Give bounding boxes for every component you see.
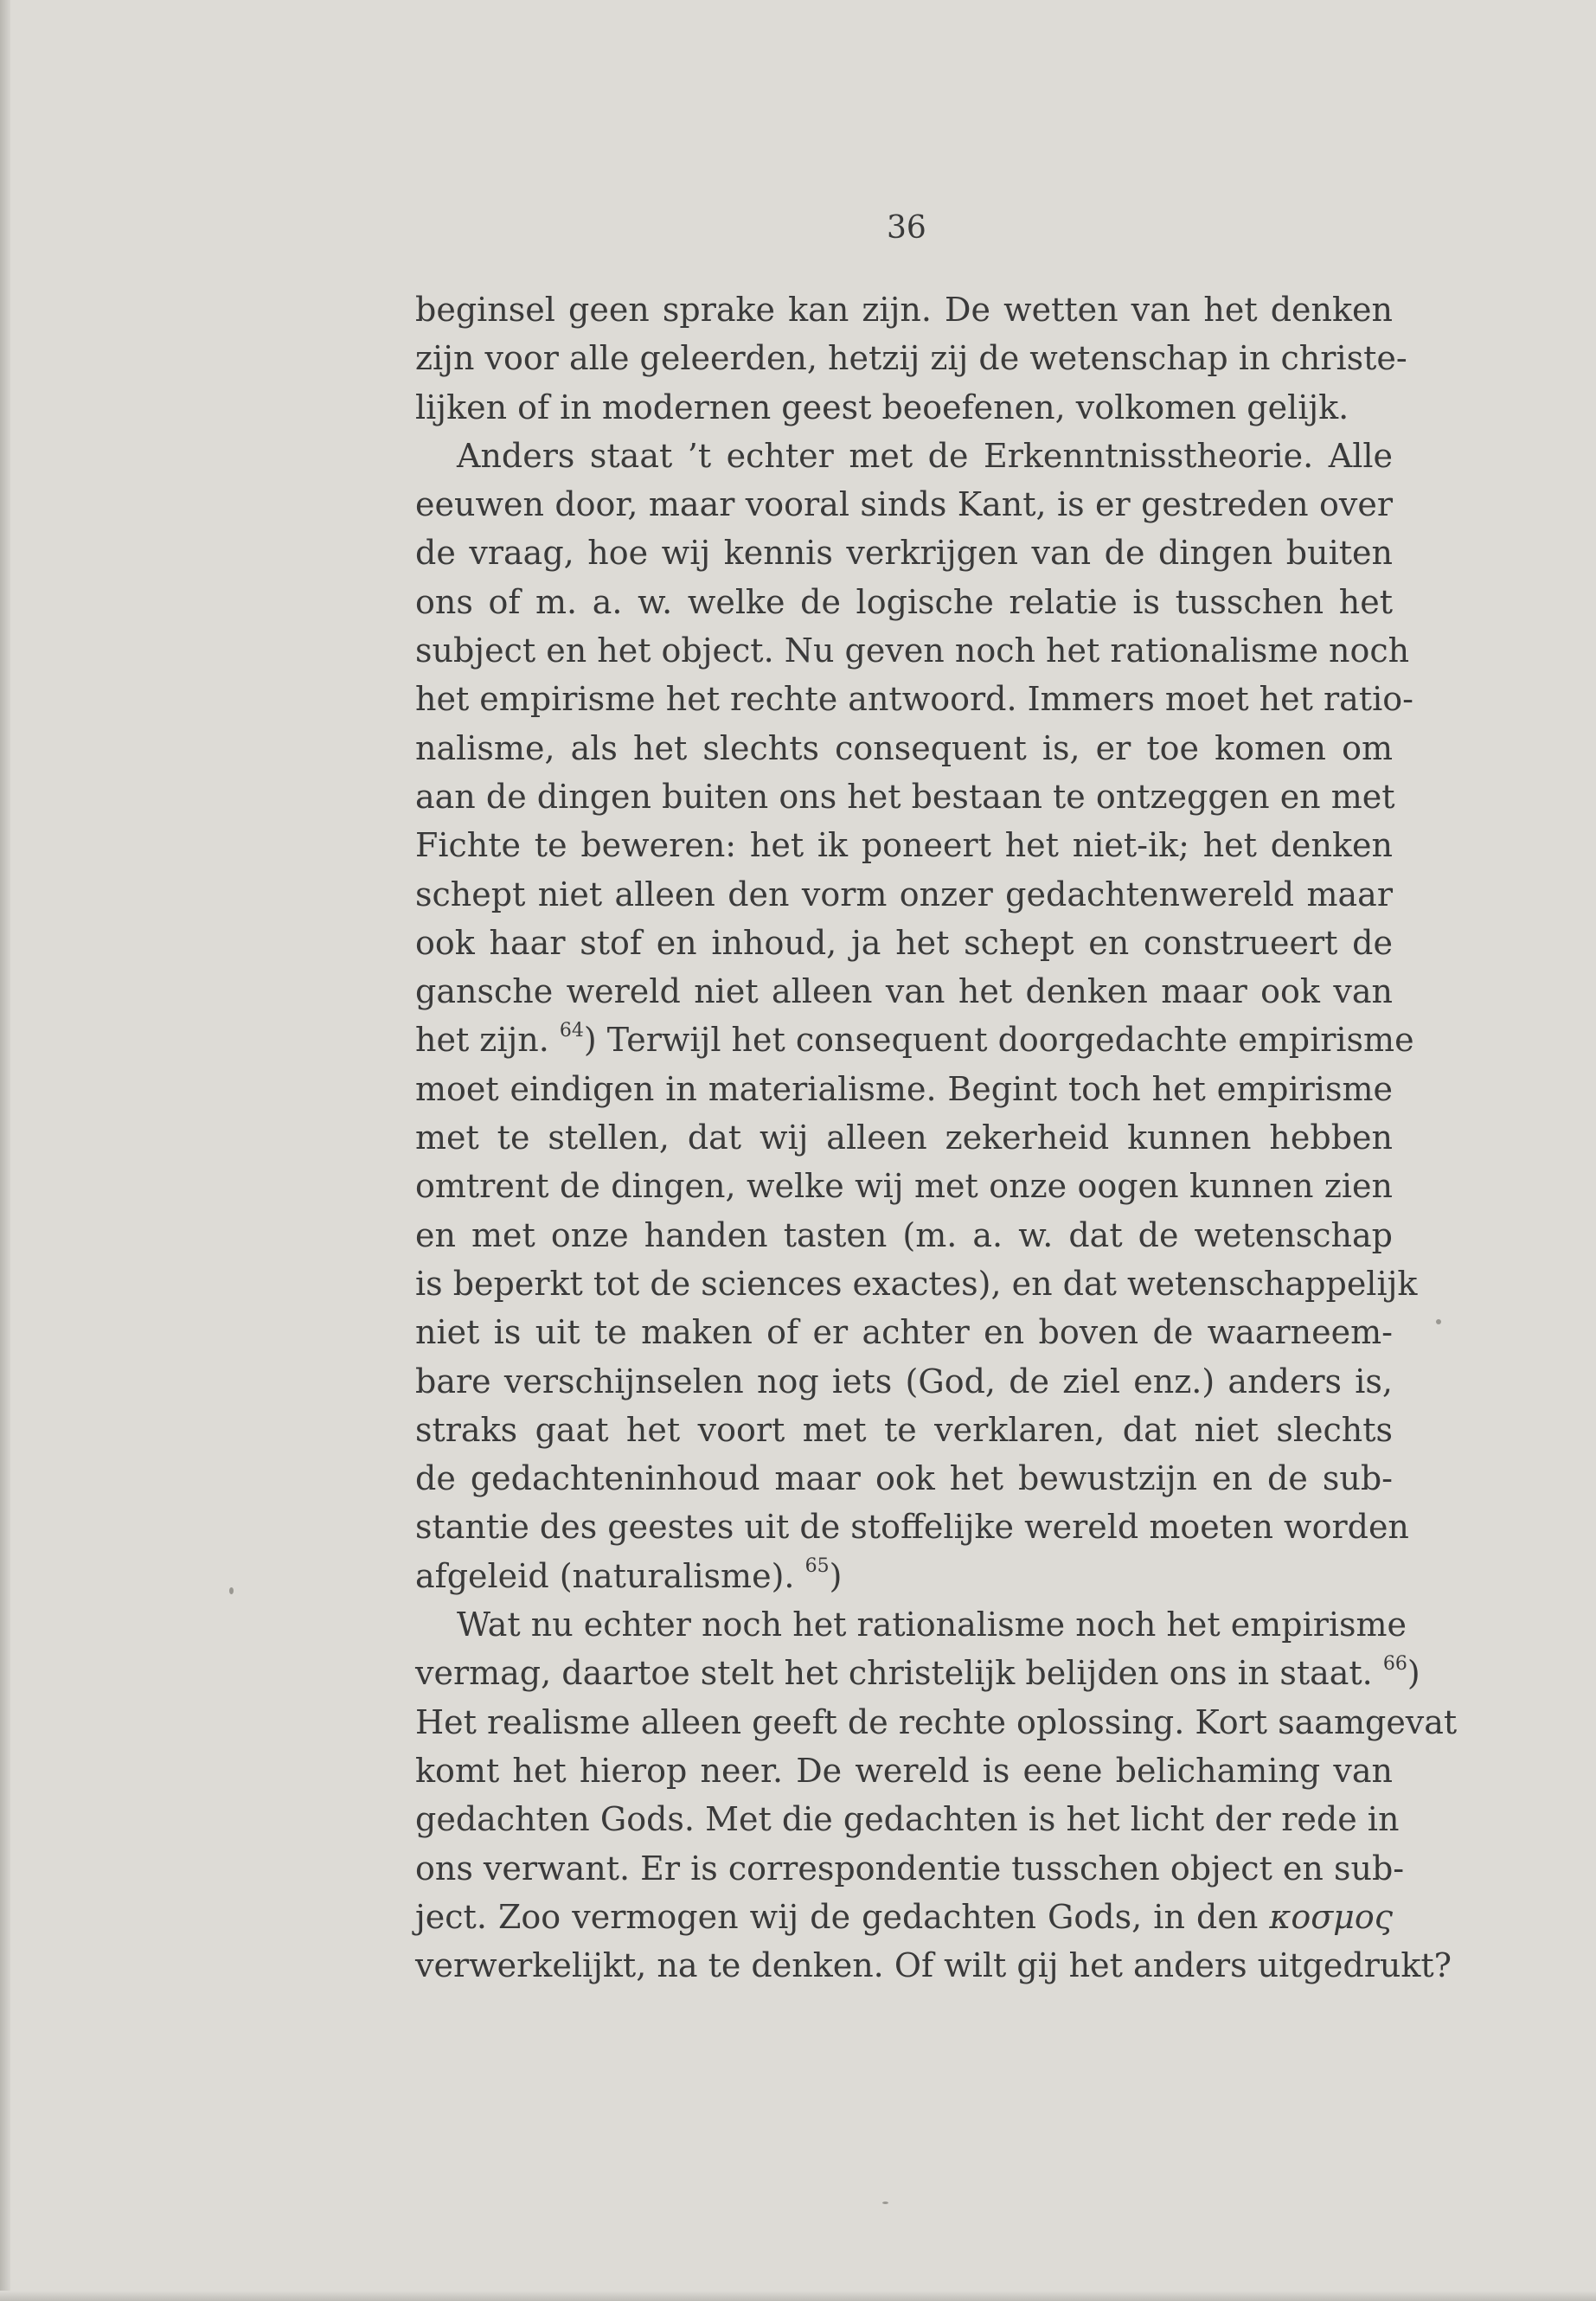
paper-speck	[1436, 1319, 1441, 1324]
text-line: aan de dingen buiten ons het bestaan te ontzeggen en met	[415, 777, 1395, 816]
text-segment: ) Terwijl het consequent doorgedachte empirisme	[583, 1021, 1414, 1060]
text-line: Wat nu echter noch het rationalisme noch het empirisme	[457, 1606, 1407, 1644]
text-line: met te stellen, dat wij alleen zekerheid kunnen hebben	[415, 1118, 1393, 1157]
text-line-with-footnote	[415, 1649, 1420, 1697]
text-line: bare verschijnselen nog iets (God, de ziel enz.) anders is,	[415, 1362, 1393, 1400]
text-line: subject en het object. Nu geven noch het rationalisme noch	[415, 631, 1410, 670]
text-line-with-greek	[415, 1893, 1393, 1941]
text-line: en met onze handen tasten (m. a. w. dat de wetenschap	[415, 1215, 1393, 1254]
text-line: ook haar stof en inhoud, ja het schept en construeert de	[415, 923, 1393, 962]
greek-word: κοσμος	[1269, 1897, 1393, 1936]
text-line: gedachten Gods. Met die gedachten is het licht der rede in	[415, 1800, 1400, 1839]
text-line: schept niet alleen den vorm onzer gedachtenwereld maar	[415, 875, 1393, 913]
paper-speck	[229, 1587, 234, 1594]
text-line: omtrent de dingen, welke wij met onze oogen kunnen zien	[415, 1167, 1393, 1206]
text-line: ons verwant. Er is correspondentie tusschen object en sub-	[415, 1849, 1405, 1888]
text-line: moet eindigen in materialisme. Begint toch het empirisme	[415, 1069, 1393, 1108]
page-left-edge	[0, 0, 10, 2301]
text-line: verwerkelijkt, na te denken. Of wilt gij het anders uitgedrukt?	[415, 1946, 1452, 1985]
text-segment: ject. Zoo vermogen wij de gedachten Gods, in den	[415, 1897, 1270, 1936]
text-line: eeuwen door, maar vooral sinds Kant, is er gestreden over	[415, 485, 1393, 524]
text-line-with-footnote	[415, 1552, 1393, 1600]
text-line: stantie des geestes uit de stoffelijke wereld moeten worden	[415, 1508, 1409, 1547]
page-number: 36	[887, 210, 926, 246]
text-line: beginsel geen sprake kan zijn. De wetten van het denken	[415, 291, 1393, 329]
text-line: de gedachteninhoud maar ook het bewustzijn en de sub-	[415, 1459, 1393, 1498]
text-line: ons of m. a. w. welke de logische relatie is tusschen het	[415, 582, 1393, 621]
paragraph	[415, 432, 1418, 1600]
text-line: komt het hierop neer. De wereld is eene belichaming van	[415, 1751, 1393, 1790]
text-segment: vermag, daartoe stelt het christelijk belijden ons in staat.	[415, 1654, 1383, 1693]
text-line: zijn voor alle geleerden, hetzij zij de wetenschap in christe-	[415, 339, 1407, 378]
text-segment: )	[829, 1556, 843, 1595]
text-segment: )	[1407, 1654, 1420, 1693]
text-line: de vraag, hoe wij kennis verkrijgen van de dingen buiten	[415, 534, 1393, 573]
paper-speck	[882, 2202, 888, 2204]
text-line: Fichte te beweren: het ik poneert het niet-ik; het denken	[415, 826, 1393, 865]
text-segment: afgeleid (naturalisme).	[415, 1556, 805, 1595]
body-text	[415, 285, 1458, 1990]
paragraph	[415, 1600, 1458, 1990]
footnote-ref: 64	[559, 1019, 584, 1042]
text-line: is beperkt tot de sciences exactes), en dat wetenschappelijk	[415, 1264, 1418, 1303]
text-line: het empirisme het rechte antwoord. Immers moet het ratio-	[415, 680, 1413, 719]
page-bottom-edge	[0, 2291, 1596, 2301]
paragraph	[415, 285, 1407, 432]
footnote-ref: 65	[804, 1555, 830, 1578]
text-segment: het zijn.	[415, 1021, 560, 1060]
text-line: niet is uit te maken of er achter en boven de waarneem-	[415, 1313, 1393, 1352]
text-line: Het realisme alleen geeft de rechte oplossing. Kort saamgevat	[415, 1702, 1458, 1741]
text-line: straks gaat het voort met te verklaren, dat niet slechts	[415, 1410, 1393, 1449]
text-line: lijken of in modernen geest beoefenen, volkomen gelijk.	[415, 388, 1349, 426]
text-line: Anders staat ’t echter met de Erkenntnisstheorie. Alle	[457, 436, 1393, 475]
text-line: gansche wereld niet alleen van het denken maar ook van	[415, 972, 1393, 1011]
footnote-ref: 66	[1382, 1652, 1407, 1675]
text-line-with-footnote	[415, 1016, 1414, 1064]
text-line: nalisme, als het slechts consequent is, er toe komen om	[415, 728, 1393, 767]
